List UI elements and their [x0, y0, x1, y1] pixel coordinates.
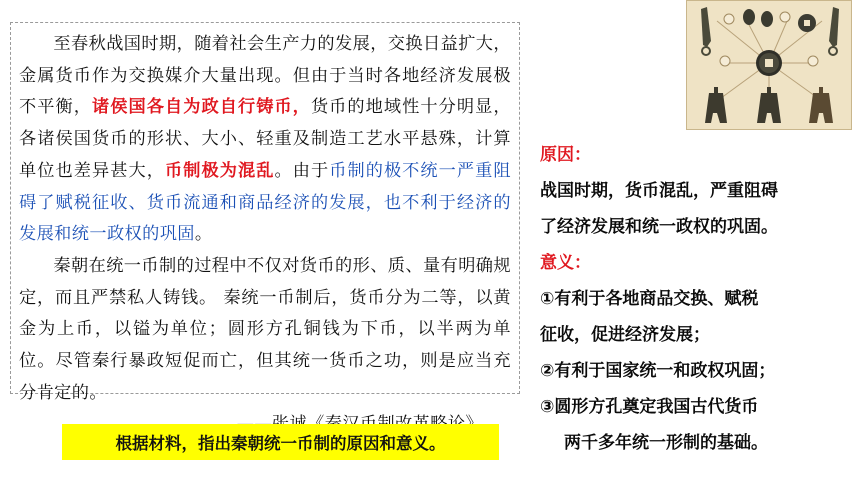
passage-text: 至春秋战国时期，随着社会生产力的发展，交换日益扩大，金属货币作为交换媒介大量出现。但由于当时各地经济发展极不平衡，: [19, 34, 511, 118]
passage-paragraph-1: [19, 29, 511, 251]
reason-text: 了经济发展和统一政权的巩固。: [540, 217, 778, 237]
ancient-coins-illustration: [686, 0, 852, 130]
meaning-item-3: ③圆形方孔奠定我国古代货币: [540, 397, 759, 417]
meaning-item-2: ②有利于国家统一和政权巩固；: [540, 361, 776, 381]
highlight-red-1: 诸侯国各自为政自行铸币，: [91, 97, 311, 118]
passage-text: 货币的地域性十分明显，各诸侯国货币的形状、大小、轻重及制造工艺水平悬殊，计算单位也差异甚大，: [19, 97, 511, 181]
passage-text: 。: [194, 224, 213, 245]
meaning-item-3-cont: 两千多年统一形制的基础。: [564, 433, 768, 453]
coins-icon: [687, 1, 851, 129]
reason-text: 战国时期，货币混乱，严重阻碍: [540, 181, 778, 201]
meaning-item-1: ①有利于各地商品交换、赋税: [540, 289, 759, 309]
highlight-red-2: 币制极为混乱: [164, 160, 275, 181]
highlight-blue: 币制的极不统一严重阻碍了赋税征收、货币流通和商品经济的发展，也不利于经济的发展和统一政权的巩固: [19, 160, 512, 245]
reason-label: 原因：: [540, 145, 591, 165]
meaning-label: 意义：: [540, 253, 591, 273]
answer-panel: [540, 137, 856, 461]
passage-text: 。由于: [274, 160, 330, 181]
material-passage: [10, 22, 520, 403]
task-prompt: 根据材料，指出秦朝统一币制的原因和意义。: [62, 424, 499, 460]
meaning-item-1-cont: 征收，促进经济发展；: [540, 325, 710, 345]
passage-paragraph-2: 秦朝在统一币制的过程中不仅对货币的形、质、量有明确规定，而且严禁私人铸钱。 秦统一币制后，货币分为二等，以黄金为上币，以镒为单位；圆形方孔铜钱为下币，以半两为单位。尽管秦行暴政短促而亡，但其统一货币之功，则是应当充分肯定的。: [19, 255, 511, 403]
